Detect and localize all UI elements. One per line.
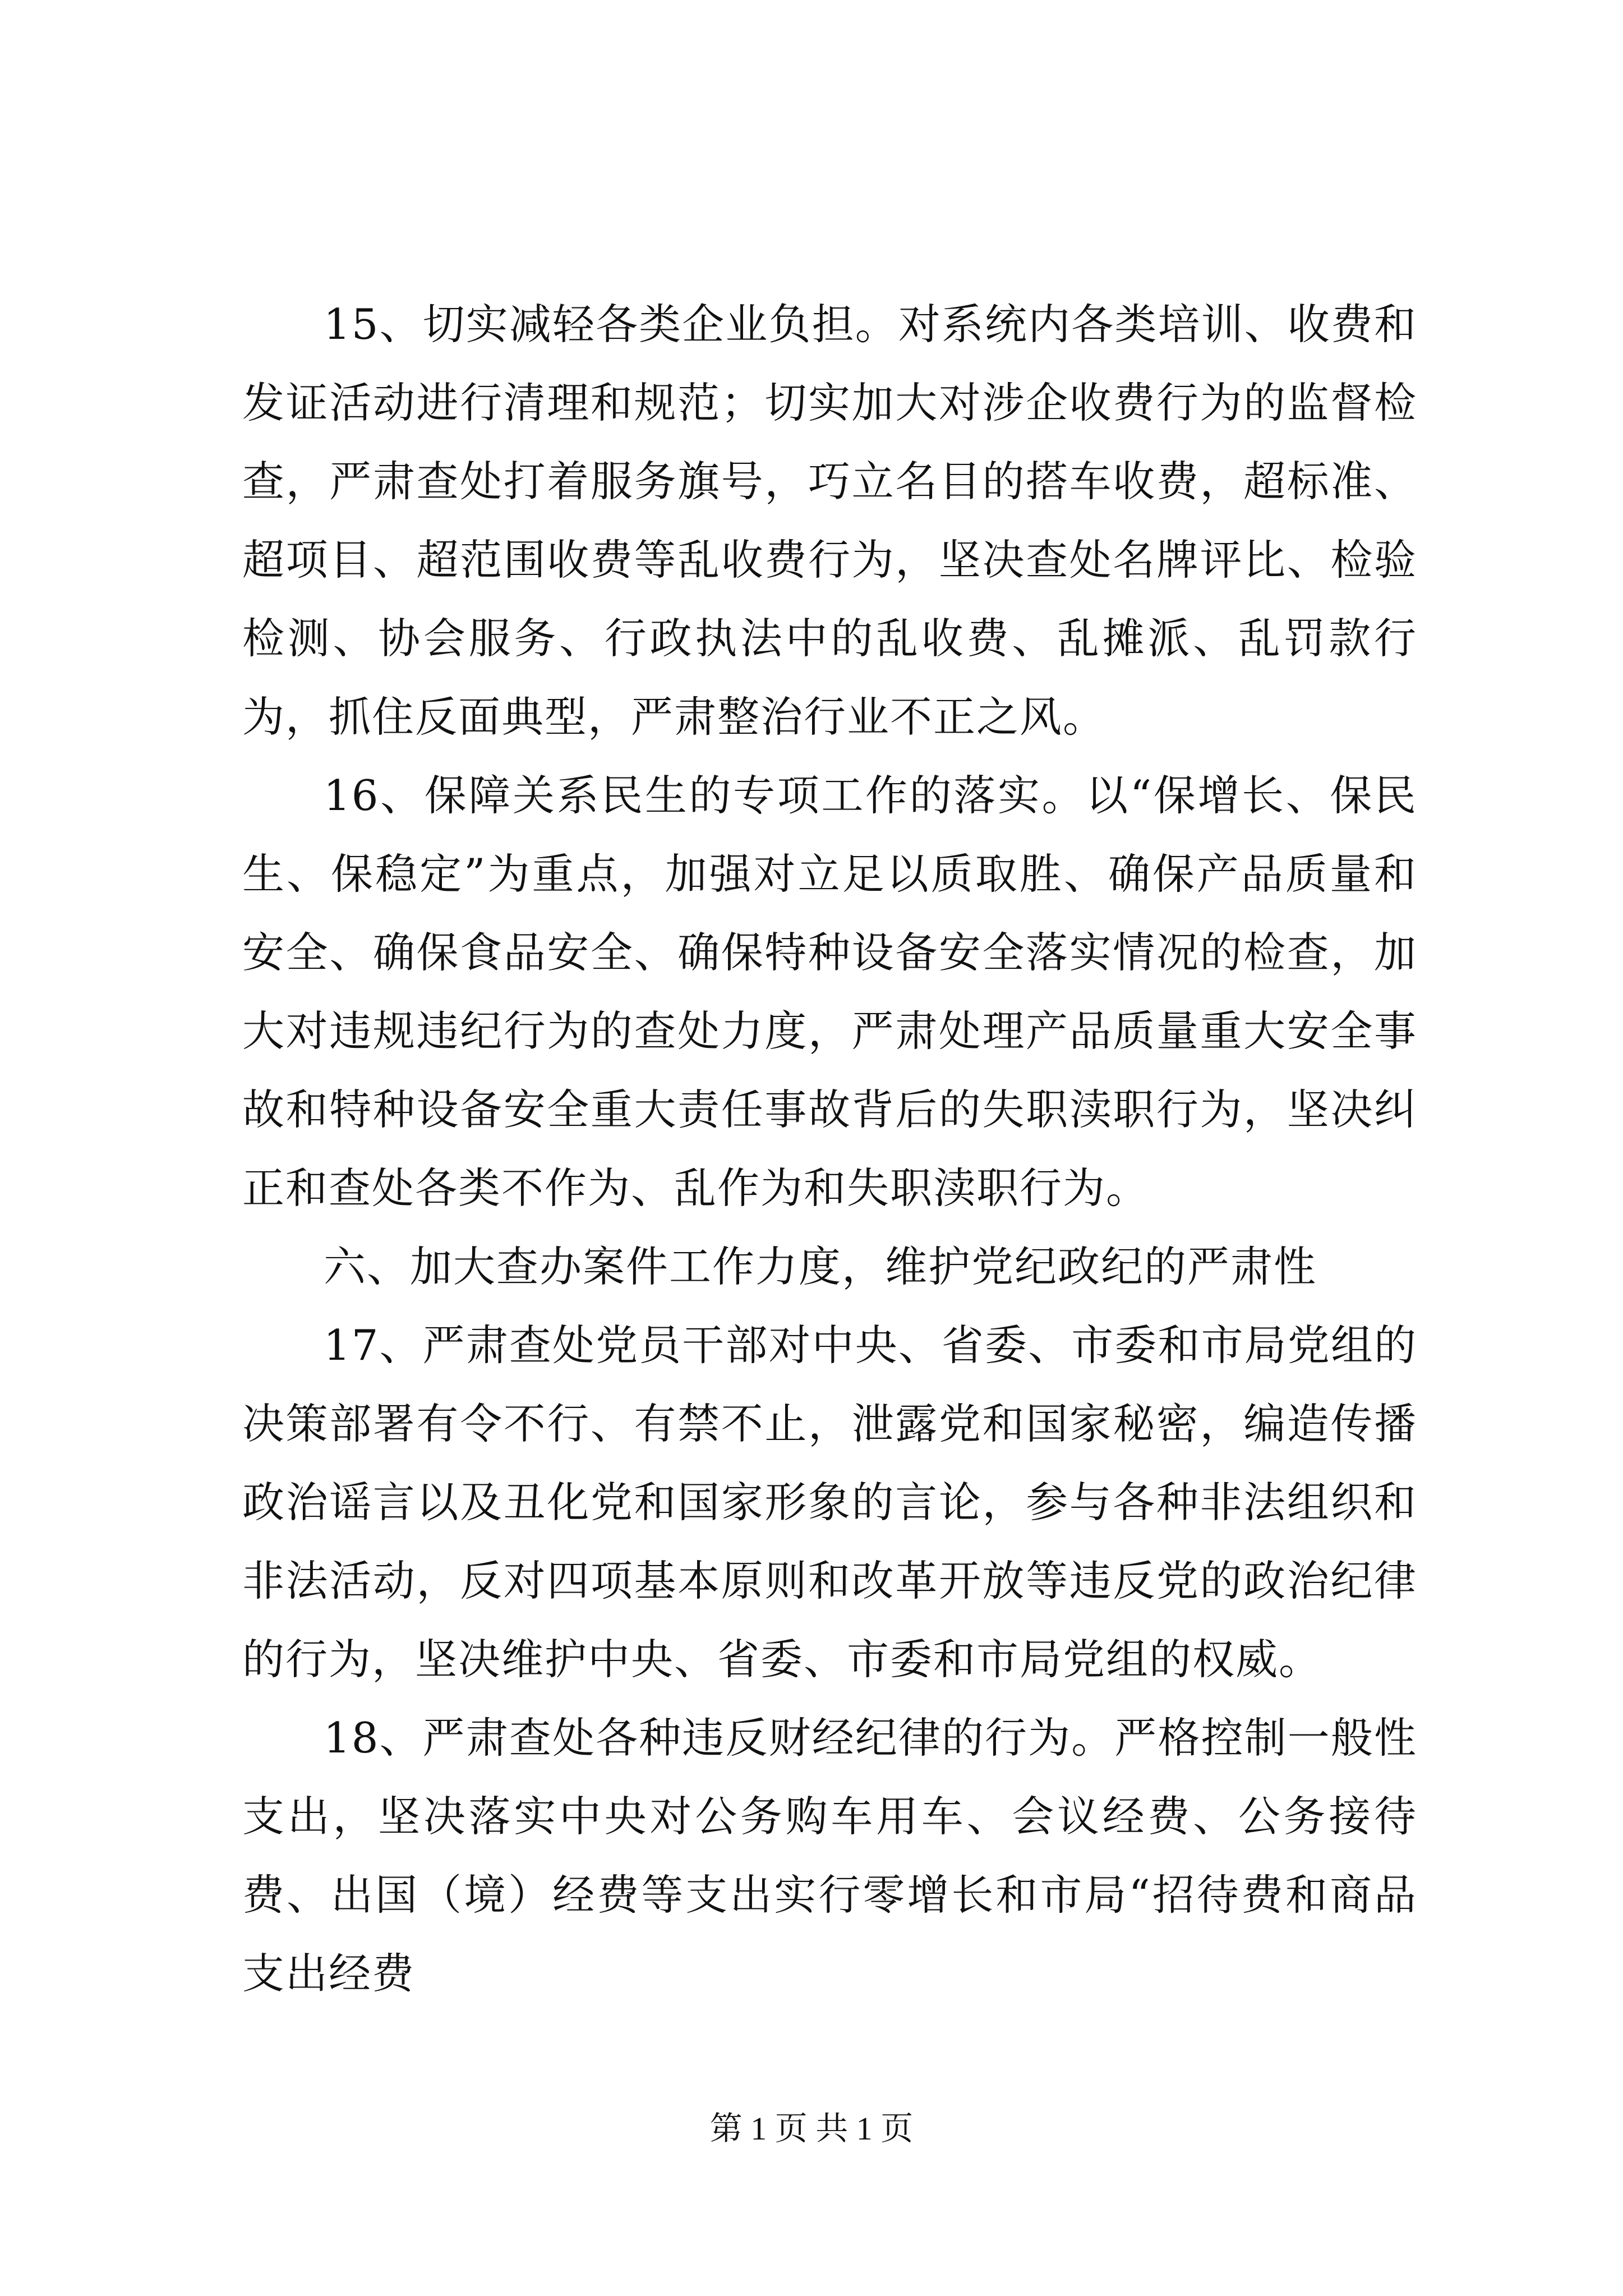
document-body xyxy=(242,285,1417,2013)
section-heading-six: 六、加大查办案件工作力度，维护党纪政纪的严肃性 xyxy=(324,1242,1317,1291)
page-number-footer: 第 1 页 共 1 页 xyxy=(709,2110,914,2147)
paragraph-item-16: 16、保障关系民生的专项工作的落实。以“保增长、保民生、保稳定”为重点，加强对立足以质取胜、确保产品质量和安全、确保食品安全、确保特种设备安全落实情况的检查，加大对违规违纪行为的查处力度，严肃处理产品质量重大安全事故和特种设备安全重大责任事故背后的失职渎职行为，坚决纠正和查处各类不作为、乱作为和失职渎职行为。 xyxy=(242,771,1417,1213)
paragraph-item-18: 18、严肃查处各种违反财经纪律的行为。严格控制一般性支出，坚决落实中央对公务购车用车、会议经费、公务接待费、出国（境）经费等支出实行零增长和市局“招待费和商品支出经费 xyxy=(242,1713,1417,1998)
paragraph-item-17: 17、严肃查处党员干部对中央、省委、市委和市局党组的决策部署有令不行、有禁不止，泄露党和国家秘密，编造传播政治谣言以及丑化党和国家形象的言论，参与各种非法组织和非法活动，反对四项基本原则和改革开放等违反党的政治纪律的行为，坚决维护中央、省委、市委和市局党组的权威。 xyxy=(242,1320,1417,1684)
paragraph-item-15: 15、切实减轻各类企业负担。对系统内各类培训、收费和发证活动进行清理和规范；切实加大对涉企收费行为的监督检查，严肃查处打着服务旗号，巧立名目的搭车收费，超标准、超项目、超范围收费等乱收费行为，坚决查处名牌评比、检验检测、协会服务、行政执法中的乱收费、乱摊派、乱罚款行为，抓住反面典型，严肃整治行业不正之风。 xyxy=(242,300,1417,742)
